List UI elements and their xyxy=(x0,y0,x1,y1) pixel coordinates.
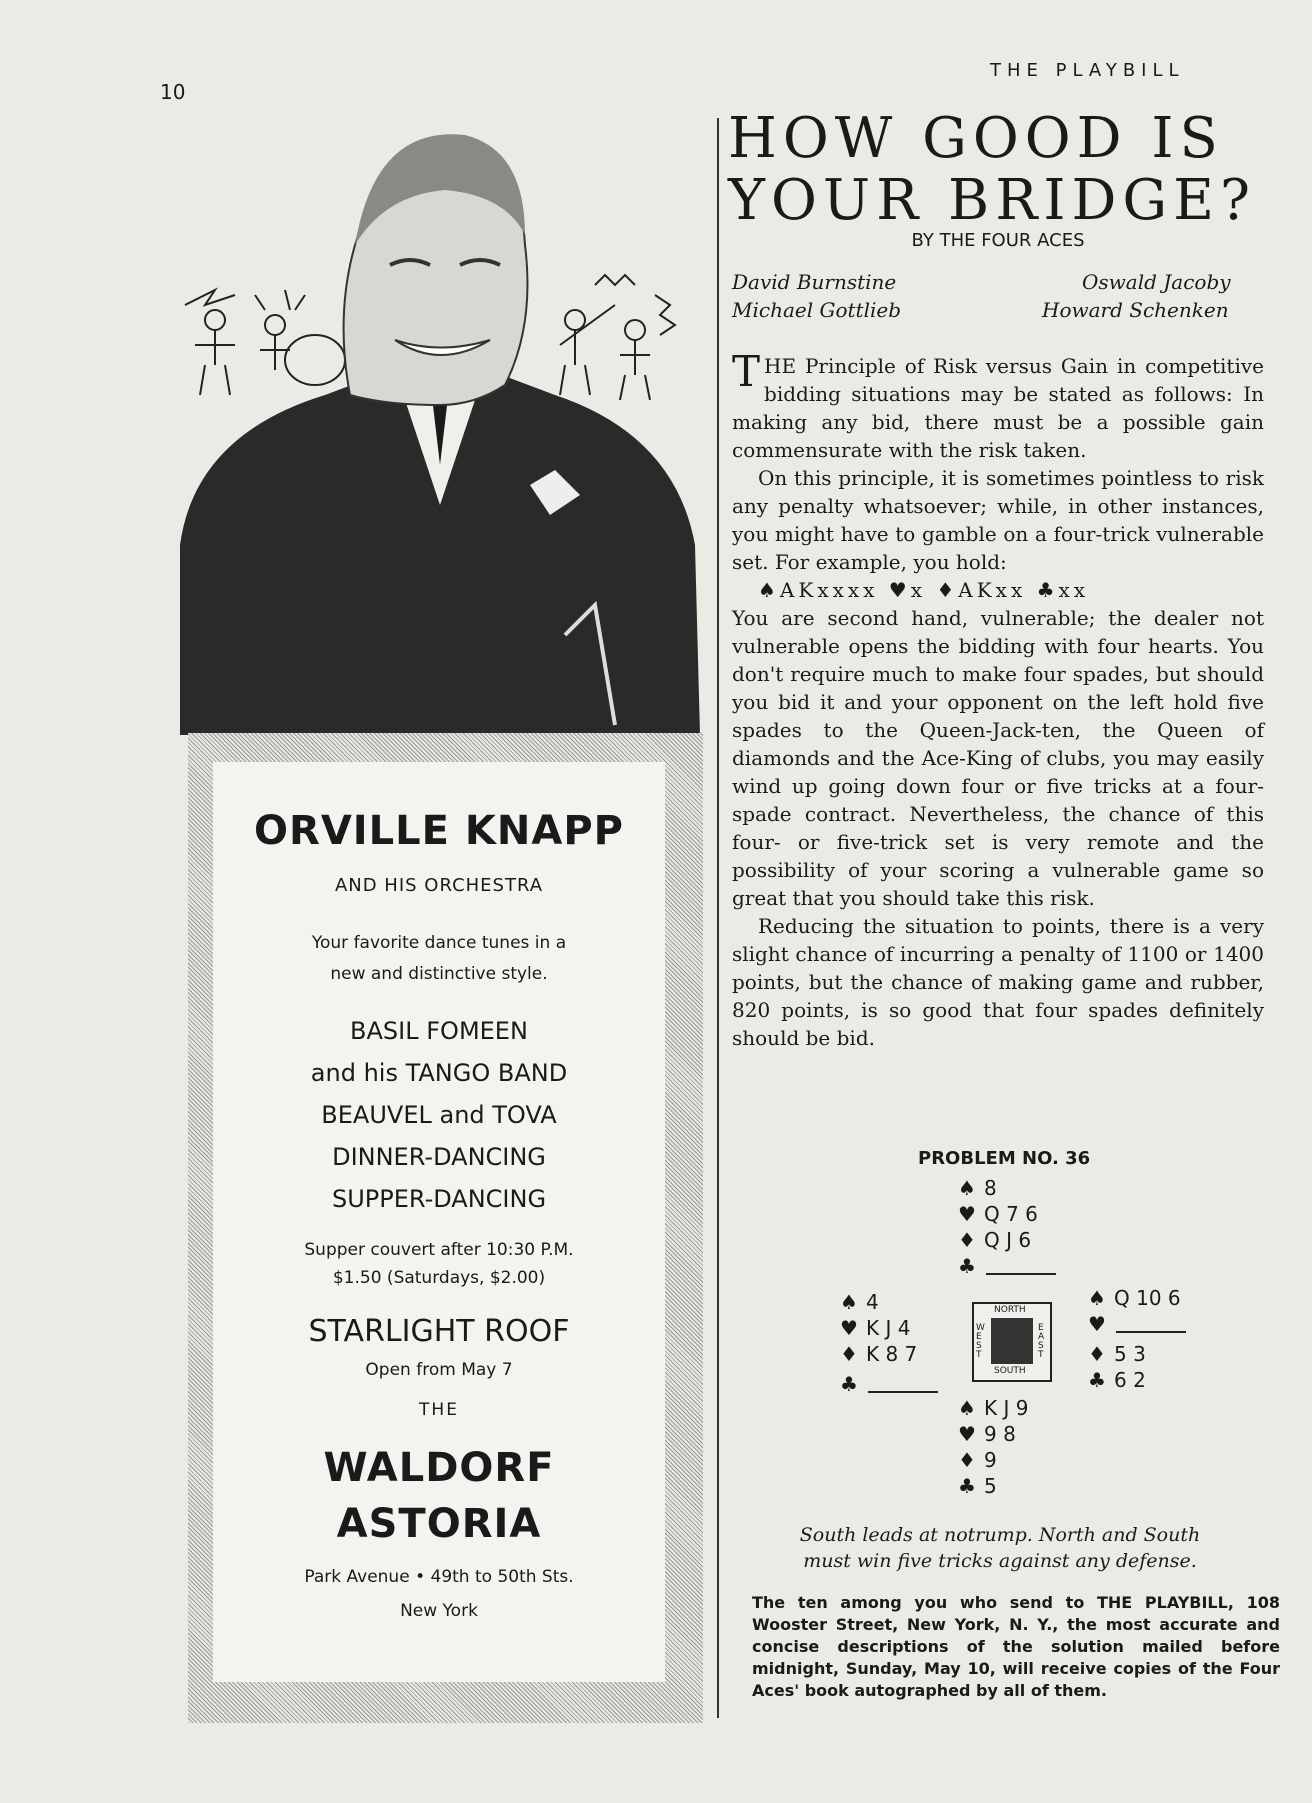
paragraph-text: HE Principle of Risk versus Gain in competitive bidding situations may be stated as follows: In making any bid, there must be a possible gain commensurate with the risk taken. xyxy=(732,354,1264,462)
article-title xyxy=(728,108,1268,232)
ad-bandleader-name: ORVILLE KNAPP xyxy=(254,808,624,854)
problem-title: PROBLEM NO. 36 xyxy=(918,1148,1091,1169)
spade-icon: ♠ xyxy=(958,1396,976,1420)
author-name: David Burnstine xyxy=(732,270,897,294)
south-diamonds xyxy=(958,1448,997,1472)
heart-icon: ♥ xyxy=(958,1202,976,1226)
ad-the: THE xyxy=(419,1400,459,1420)
ad-orchestra: AND HIS ORCHESTRA xyxy=(334,875,544,896)
ad-hotel-line: WALDORF xyxy=(323,1445,555,1491)
card-holding: 8 xyxy=(984,1176,997,1200)
author-name: Michael Gottlieb xyxy=(732,298,901,322)
paragraph xyxy=(732,347,1264,464)
ad-tagline xyxy=(213,928,665,990)
running-head: THE PLAYBILL xyxy=(990,60,1185,81)
card-holding: K 8 7 xyxy=(866,1342,918,1366)
ad-address-line: Park Avenue • 49th to 50th Sts. xyxy=(304,1567,574,1587)
east-hearts xyxy=(1088,1312,1186,1336)
diamond-icon: ♦ xyxy=(958,1448,976,1472)
title-line: HOW GOOD IS xyxy=(728,106,1224,171)
card-holding: Q 10 6 xyxy=(1114,1286,1181,1310)
heart-icon: ♥ xyxy=(1088,1312,1106,1336)
bandleader-photo xyxy=(175,105,705,735)
ad-supper-line: Supper couvert after 10:30 P.M. xyxy=(304,1240,574,1260)
south-clubs xyxy=(958,1474,997,1498)
void-line xyxy=(868,1379,938,1393)
west-clubs xyxy=(840,1372,938,1396)
ad-supper-info xyxy=(213,1236,665,1292)
ad-act: and his TANGO BAND xyxy=(310,1059,568,1087)
paragraph: Reducing the situation to points, there is a very slight chance of incurring a penalty of 1100 or 1400 points, but the chance of making game and rubber, 820 points, is so good that four spades definitely should be bid. xyxy=(732,914,1264,1050)
compass-west: WEST xyxy=(976,1323,985,1360)
card-holding: 5 3 xyxy=(1114,1342,1146,1366)
west-diamonds xyxy=(840,1342,917,1366)
spade-icon: ♠ xyxy=(958,1176,976,1200)
north-hearts xyxy=(958,1202,1038,1226)
east-spades xyxy=(1088,1286,1181,1310)
diamond-icon: ♦ xyxy=(958,1228,976,1252)
card-holding: Q J 6 xyxy=(984,1228,1032,1252)
ad-act: BEAUVEL and TOVA xyxy=(321,1101,557,1129)
void-line xyxy=(1116,1319,1186,1333)
paragraph: On this principle, it is sometimes pointless to risk any penalty whatsoever; while, in other instances, you might have to gamble on a four-trick vulnerable set. For example, you hold: xyxy=(732,466,1264,574)
ad-tagline-line: Your favorite dance tunes in a xyxy=(311,933,567,953)
card-holding: K J 9 xyxy=(984,1396,1029,1420)
compass-box xyxy=(972,1302,1052,1382)
club-icon: ♣ xyxy=(958,1474,976,1498)
void-line xyxy=(986,1261,1056,1275)
author-name: Howard Schenken xyxy=(1042,298,1229,322)
compass-north: NORTH xyxy=(994,1305,1026,1315)
ad-act: SUPPER-DANCING xyxy=(331,1185,547,1213)
compass-south: SOUTH xyxy=(994,1366,1026,1376)
drop-cap: T xyxy=(732,347,761,396)
west-spades xyxy=(840,1290,879,1314)
north-clubs xyxy=(958,1254,1056,1278)
ad-hotel-name xyxy=(213,1440,665,1552)
ad-supper-line: $1.50 (Saturdays, $2.00) xyxy=(332,1268,546,1288)
card-holding: 4 xyxy=(866,1290,879,1314)
title-line: YOUR BRIDGE? xyxy=(728,168,1257,233)
example-hand: ♠AKxxxx ♥x ♦AKxx ♣xx xyxy=(758,578,1090,602)
spade-icon: ♠ xyxy=(840,1290,858,1314)
spade-icon: ♠ xyxy=(1088,1286,1106,1310)
diamond-icon: ♦ xyxy=(1088,1342,1106,1366)
ad-tagline-line: new and distinctive style. xyxy=(330,964,548,984)
compass-center xyxy=(991,1318,1033,1364)
ad-act: BASIL FOMEEN xyxy=(350,1017,528,1045)
heart-icon: ♥ xyxy=(840,1316,858,1340)
east-clubs xyxy=(1088,1368,1146,1392)
south-hearts xyxy=(958,1422,1016,1446)
card-holding: Q 7 6 xyxy=(984,1202,1038,1226)
caption-line: must win five tricks against any defense. xyxy=(803,1550,1197,1572)
west-hearts xyxy=(840,1316,910,1340)
ad-act: DINNER-DANCING xyxy=(332,1143,546,1171)
ad-acts xyxy=(213,1010,665,1220)
card-holding: 6 2 xyxy=(1114,1368,1146,1392)
heart-icon: ♥ xyxy=(958,1422,976,1446)
ad-address xyxy=(213,1560,665,1628)
ad-hotel-line: ASTORIA xyxy=(336,1501,542,1547)
ad-roof: STARLIGHT ROOF xyxy=(308,1314,570,1349)
diamond-icon: ♦ xyxy=(840,1342,858,1366)
east-diamonds xyxy=(1088,1342,1146,1366)
paragraph: You are second hand, vulnerable; the dealer not vulnerable opens the bidding with four hearts. You don't require much to make four spades, but should you bid it and your opponent on the left hold five spades to the Queen-Jack-ten, the Queen of diamonds and the Ace-King of clubs, you may easily wind up going down four or five tricks at a four-spade contract. Nevertheless, the chance of this four- or five-trick set is very remote and the possibility of your scoring a vulnerable game so great that you should take this risk. xyxy=(732,606,1264,910)
ad-open-date: Open from May 7 xyxy=(365,1360,513,1380)
article-body xyxy=(732,347,1264,1052)
problem-caption xyxy=(760,1522,1240,1574)
column-divider xyxy=(717,118,719,1718)
ad-address-line: New York xyxy=(400,1601,478,1621)
card-holding: K J 4 xyxy=(866,1316,911,1340)
byline: BY THE FOUR ACES xyxy=(911,230,1085,251)
card-holding: 5 xyxy=(984,1474,997,1498)
card-holding: 9 xyxy=(984,1448,997,1472)
author-name: Oswald Jacoby xyxy=(1082,270,1231,294)
page-number: 10 xyxy=(160,80,186,104)
contest-notice: The ten among you who send to THE PLAYBILL, 108 Wooster Street, New York, N. Y., the most accurate and concise descriptions of the solution mailed before midnight, Sunday, May 10, will receive copies of the Four Aces' book autographed by all of them. xyxy=(752,1593,1280,1700)
north-spades xyxy=(958,1176,997,1200)
club-icon: ♣ xyxy=(958,1254,976,1278)
north-diamonds xyxy=(958,1228,1031,1252)
compass-east: EAST xyxy=(1038,1323,1045,1360)
club-icon: ♣ xyxy=(1088,1368,1106,1392)
caption-line: South leads at notrump. North and South xyxy=(799,1524,1201,1546)
club-icon: ♣ xyxy=(840,1372,858,1396)
south-spades xyxy=(958,1396,1028,1420)
card-holding: 9 8 xyxy=(984,1422,1016,1446)
